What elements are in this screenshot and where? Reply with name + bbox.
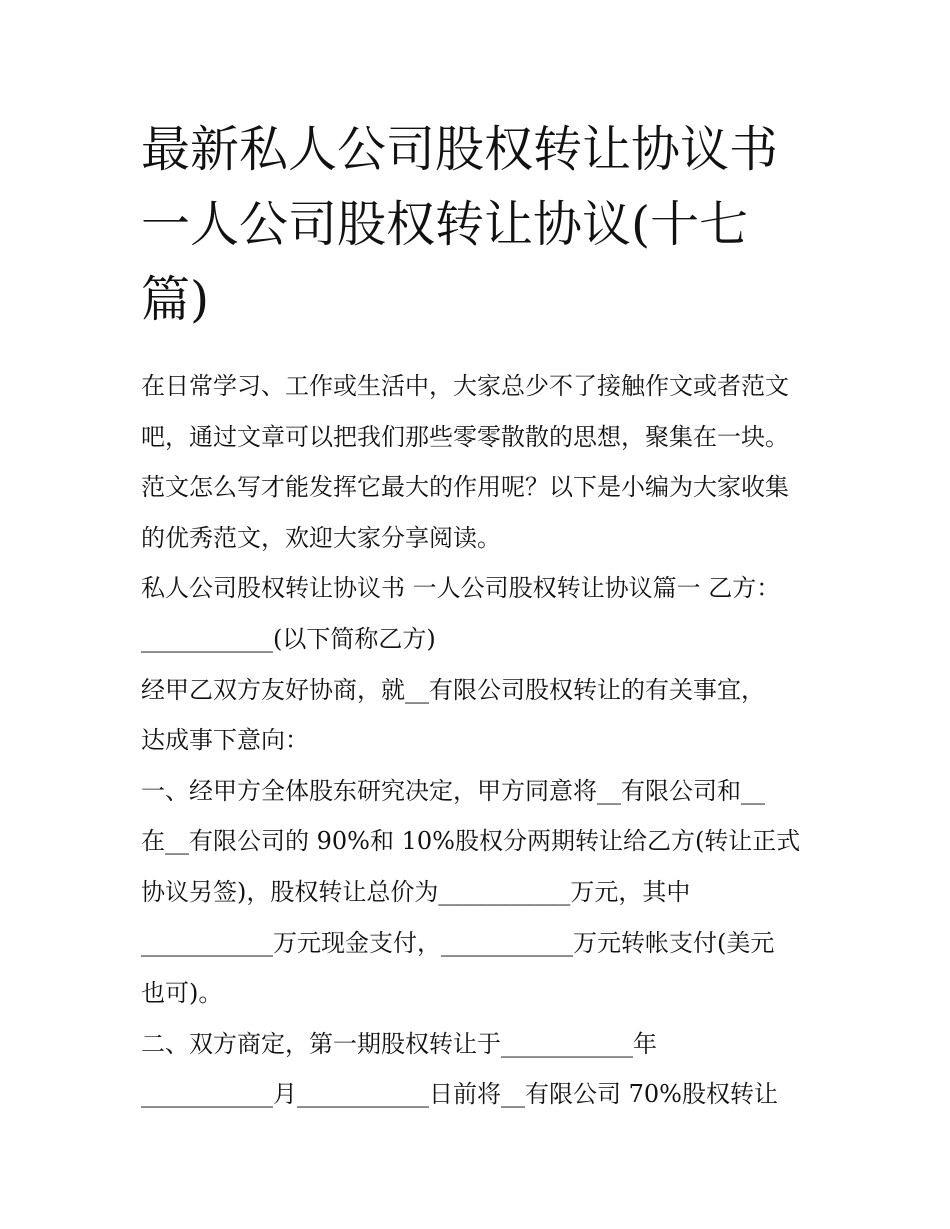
body-line: 二、双方商定，第一期股权转让于___________年	[141, 1029, 657, 1058]
body-line: 在__有限公司的 90%和 10%股权分两期转让给乙方(转让正式	[141, 827, 801, 856]
body-line: 一、经甲方全体股东研究决定，甲方同意将__有限公司和__	[141, 776, 765, 805]
body-line: 范文怎么写才能发挥它最大的作用呢？以下是小编为大家收集	[141, 473, 789, 502]
body-line: ___________(以下简称乙方)	[141, 624, 436, 653]
title-line-2: 一人公司股权转让协议(十七	[141, 196, 749, 253]
body-line: 私人公司股权转让协议书 一人公司股权转让协议篇一 乙方：	[141, 574, 781, 603]
body-line: 的优秀范文，欢迎大家分享阅读。	[141, 523, 501, 552]
document-page	[141, 112, 821, 1120]
title-line-3: 篇)	[141, 271, 210, 328]
body-line: 在日常学习、工作或生活中，大家总少不了接触作文或者范文	[141, 372, 789, 400]
body-line: ___________万元现金支付，___________万元转帐支付(美元	[141, 928, 775, 957]
body-line: 也可)。	[141, 979, 223, 1008]
body-line: 吧，通过文章可以把我们那些零零散散的思想，聚集在一块。	[141, 422, 789, 451]
body-line: 经甲乙双方友好协商，就__有限公司股权转让的有关事宜，	[141, 675, 765, 704]
document-body	[141, 361, 821, 1120]
body-line: 协议另签)，股权转让总价为___________万元，其中	[141, 877, 691, 906]
body-line: 达成事下意向：	[141, 726, 309, 755]
document-title	[141, 112, 821, 337]
title-line-1: 最新私人公司股权转让协议书	[141, 121, 779, 178]
body-line: ___________月___________日前将__有限公司 70%股权转让	[141, 1080, 778, 1109]
